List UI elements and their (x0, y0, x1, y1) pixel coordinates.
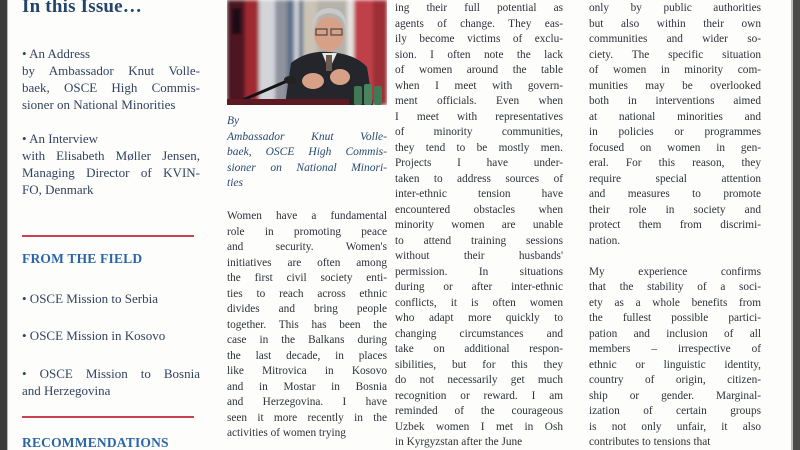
byline: By Ambassador Knut Volle- baek, OSCE High Commis- sioner on National Minori- ties (227, 115, 387, 189)
field-item-kosovo: • OSCE Mission in Kosovo (22, 328, 166, 343)
table-edge (227, 99, 349, 105)
toc-item-interview (22, 130, 200, 198)
article-column-2: ing their full potential as agents of change. They eas- ily become victims of exclu- sion. I often note the lack of women around the table when I meet with govern- ment officials. Even when I meet with representatives of minority communities, they tend to be mostly men. Projects I have under- taken to address sources of inter-ethnic tension have encountered obstacles when minority women are unable to attend training sessions without their husbands' permission. In situations during or after inter-ethnic conflicts, it is often women who adapt more quickly to changing circumstances and take on additional respon- sibilities, but for this they do not necessarily get much recognition or reward. I am reminded of the courageous Uzbek women I met in Osh in Kyrgyzstan after the June (395, 2, 563, 448)
field-item-bosnia: • OSCE Mission to Bosnia and Herzegovina (22, 366, 200, 398)
issue-sidebar (22, 0, 200, 450)
from-the-field-heading: FROM THE FIELD (22, 251, 143, 266)
paragraph: My experience confirms that the stability of a soci- ety as a whole benefits from the fullest possible partici- pation and inclusion of all members – irrespective of ethnic or linguistic identity, country of origin, citizen- ship or gender. Marginal- ization of certain groups is not only unfair, it also contributes to tensions that (589, 265, 761, 448)
toc-item-detail: with Elisabeth Møller Jensen, Managing Director of KVIN- FO, Denmark (22, 148, 200, 197)
toc-item-address (22, 45, 200, 113)
page-edge-right (791, 0, 800, 450)
article-column-3 (589, 1, 761, 450)
divider-rule (22, 416, 194, 418)
recommendations-heading: RECOMMENDATIONS (22, 435, 169, 450)
ambassador-photo-graphic (227, 0, 387, 105)
page-edge-left (0, 0, 8, 450)
divider-rule (22, 235, 194, 237)
in-this-issue-heading: In this Issue… (22, 0, 143, 17)
toc-item-title: • An Address (22, 46, 91, 61)
paragraph: only by public authorities but also within their own communities and wider so- ciety. The specific situation of women in minority com- munities may be overlooked both in interventions aimed at national minorities and in policies or programmes focused on women in gen- eral. For this reason, they require special attention and measures to promote their role in society and protect them from discrimi- nation. (589, 2, 761, 247)
field-item-serbia: • OSCE Mission to Serbia (22, 291, 159, 306)
article-column-1: Women have a fundamental role in promoting peace and security. Women's initiatives are often among the first civil society enti- ties to reach across ethnic divides and bring people together. This has been the case in the Balkans during the last decade, in places like Mitrovica in Kosovo and in Mostar in Bosnia and Herzegovina. I have seen it more recently in the activities of women trying (227, 210, 387, 439)
ambassador-photo (227, 0, 387, 105)
water-bottles (354, 84, 382, 105)
toc-item-title: • An Interview (22, 131, 99, 146)
toc-item-detail: by Ambassador Knut Volle- baek, OSCE High Commis- sioner on National Minorities (22, 63, 200, 112)
